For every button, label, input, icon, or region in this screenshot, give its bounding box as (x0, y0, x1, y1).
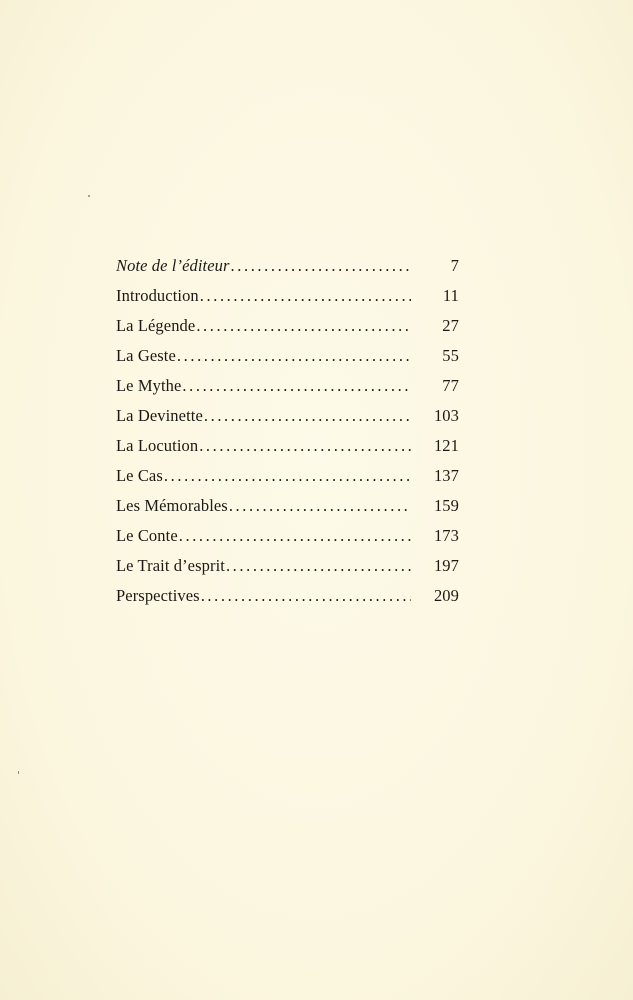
toc-entry-title: La Locution (116, 436, 199, 455)
toc-dot-leader (196, 316, 411, 336)
toc-dot-leader (231, 256, 411, 276)
toc-dot-leader (226, 556, 411, 576)
toc-entry-page: 7 (450, 256, 459, 275)
toc-entry-page: 11 (442, 286, 459, 305)
toc-entry-page: 209 (433, 586, 459, 605)
toc-entry (116, 526, 459, 556)
toc-dot-leader (200, 286, 411, 306)
toc-entry-page: 103 (433, 406, 459, 425)
toc-entry (116, 406, 459, 436)
toc-entry (116, 286, 459, 316)
toc-entry-page: 27 (442, 316, 459, 335)
toc-entry (116, 556, 459, 586)
toc-entry-page: 197 (433, 556, 459, 575)
toc-entry-title: Le Cas (116, 466, 163, 485)
toc-dot-leader (201, 586, 411, 606)
toc-entry-page: 121 (433, 436, 459, 455)
toc-entry-page: 159 (433, 496, 459, 515)
toc-entry-title: Perspectives (116, 586, 200, 605)
toc-entry-title: La Légende (116, 316, 196, 335)
paper-speck (88, 195, 90, 197)
toc-entry-title: La Devinette (116, 406, 203, 425)
toc-entry-title: Note de l’éditeur (116, 256, 230, 275)
toc-entry-title: Le Mythe (116, 376, 182, 395)
toc-dot-leader (229, 496, 411, 516)
toc-dot-leader (204, 406, 411, 426)
toc-dot-leader (179, 526, 411, 546)
toc-entry (116, 376, 459, 406)
toc-entry-title: La Geste (116, 346, 176, 365)
toc-entry (116, 496, 459, 526)
toc-entry-page: 77 (442, 376, 459, 395)
toc-entry-page: 55 (442, 346, 459, 365)
toc-entry (116, 316, 459, 346)
toc-entry-title: Les Mémorables (116, 496, 228, 515)
toc-entry-page: 137 (433, 466, 459, 485)
toc-dot-leader (177, 346, 411, 366)
toc-entry-title: Le Conte (116, 526, 178, 545)
toc-dot-leader (182, 376, 411, 396)
paper-speck (18, 771, 19, 774)
toc-entry (116, 256, 459, 286)
toc-entry (116, 586, 459, 616)
toc-entry (116, 466, 459, 496)
toc-dot-leader (199, 436, 411, 456)
toc-entry-title: Le Trait d’esprit (116, 556, 225, 575)
toc-entry (116, 436, 459, 466)
toc-dot-leader (164, 466, 411, 486)
toc-entry-title: Introduction (116, 286, 199, 305)
toc-entry-page: 173 (433, 526, 459, 545)
table-of-contents (116, 256, 459, 616)
toc-entry (116, 346, 459, 376)
